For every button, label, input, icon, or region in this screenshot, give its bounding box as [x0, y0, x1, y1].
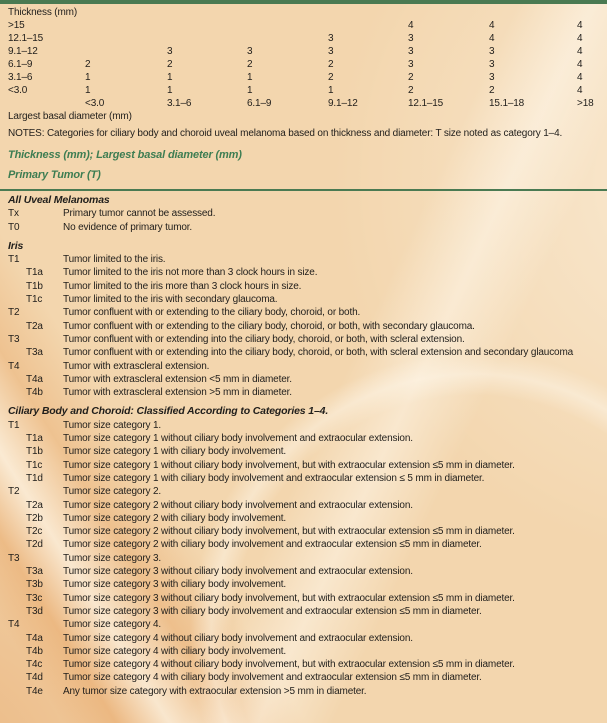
t-item-row [0, 538, 607, 551]
t-code: T1a [26, 433, 43, 445]
t-code: T4c [26, 659, 43, 671]
t-description: Tumor size category 2 without ciliary body involvement, but with extraocular extension ≤5 mm in diameter. [63, 526, 515, 538]
matrix-cell: 3 [328, 46, 334, 57]
t-code: T2a [26, 320, 43, 332]
t-code: T1 [8, 254, 20, 266]
t-item-row [0, 645, 607, 658]
matrix-cell: 4 [577, 46, 583, 57]
t-item-row [0, 221, 607, 234]
t-code: T4e [26, 685, 43, 697]
matrix-row-label: <3.0 [8, 85, 28, 96]
t-description: Tumor size category 1 with ciliary body involvement. [63, 446, 287, 458]
t-item-row [0, 578, 607, 591]
t-description: Tumor limited to the iris not more than 3 clock hours in size. [63, 267, 318, 279]
matrix-row-label: 3.1–6 [8, 72, 33, 83]
t-description: Tumor size category 1 with ciliary body involvement and extraocular extension ≤ 5 mm in diameter. [63, 472, 485, 484]
matrix-cell: 2 [85, 59, 91, 70]
t-code: T3c [26, 592, 43, 604]
t-item-row [0, 432, 607, 445]
t-description: Tumor size category 1 without ciliary body involvement, but with extraocular extension ≤5 mm in diameter. [63, 459, 515, 471]
matrix-cell: 1 [167, 85, 173, 96]
t-item-row [0, 459, 607, 472]
t-description: Tumor limited to the iris with secondary glaucoma. [63, 294, 278, 306]
t-description: Tumor size category 3 without ciliary body involvement and extraocular extension. [63, 566, 413, 578]
matrix-cell: 4 [489, 20, 495, 31]
matrix-cell [328, 19, 408, 32]
matrix-cell: 1 [167, 72, 173, 83]
t-description: Tumor limited to the iris. [63, 254, 166, 266]
t-code: T4b [26, 645, 43, 657]
t-description: Tumor size category 1 without ciliary body involvement and extraocular extension. [63, 433, 413, 445]
t-code: Tx [8, 208, 19, 220]
matrix-cell: 4 [577, 85, 583, 96]
t-description: Tumor size category 1. [63, 419, 162, 431]
section-heading: Ciliary Body and Choroid: Classified According to Categories 1–4. [8, 405, 329, 418]
t-item-row [0, 293, 607, 306]
t-item-row [0, 373, 607, 386]
t-item-row [0, 605, 607, 618]
matrix-cell: 3 [167, 46, 173, 57]
t-item-row [0, 320, 607, 333]
t-code: T3 [8, 333, 20, 345]
matrix-row [0, 71, 607, 84]
matrix-cell: 2 [408, 85, 414, 96]
t-item-row [0, 346, 607, 359]
page-content [0, 6, 607, 698]
green-header-primary-tumor: Primary Tumor (T) [8, 169, 101, 181]
matrix-cell [247, 32, 328, 45]
t-code: T2b [26, 512, 43, 524]
t-code: T1b [26, 446, 43, 458]
t-description: Tumor size category 2 with ciliary body involvement and extraocular extension ≤5 mm in diameter. [63, 539, 482, 551]
matrix-cell: 2 [489, 85, 495, 96]
matrix-cell: 3 [408, 46, 414, 57]
t-description: Tumor with extrascleral extension <5 mm in diameter. [63, 373, 292, 385]
t-description: Tumor with extrascleral extension >5 mm in diameter. [63, 387, 292, 399]
matrix-cell: 4 [577, 20, 583, 31]
matrix-cell: 1 [247, 72, 253, 83]
t-code: T2d [26, 539, 43, 551]
t-item-row [0, 552, 607, 565]
t-description: Tumor with extrascleral extension. [63, 360, 210, 372]
t-code: T3b [26, 579, 43, 591]
t-code: T1 [8, 419, 20, 431]
t-code: T3a [26, 347, 43, 359]
t-code: T4b [26, 387, 43, 399]
top-green-bar [0, 0, 607, 4]
matrix-cell: 4 [577, 33, 583, 44]
matrix-cell: 1 [85, 85, 91, 96]
matrix-corner-cell [0, 97, 85, 110]
section-heading: All Uveal Melanomas [8, 194, 110, 206]
t-item-row [0, 499, 607, 512]
matrix-cell [247, 19, 328, 32]
section-heading: Iris [8, 239, 24, 252]
matrix-cell: 3 [328, 33, 334, 44]
matrix-col-label: 15.1–18 [489, 98, 525, 109]
t-code: T3d [26, 605, 43, 617]
t-section [0, 240, 607, 400]
matrix-cell: 3 [247, 46, 253, 57]
t-description: Tumor size category 4 with ciliary body involvement and extraocular extension ≤5 mm in diameter. [63, 672, 482, 684]
t-description: Tumor size category 2 with ciliary body involvement. [63, 512, 287, 524]
matrix-col-axis [0, 110, 607, 123]
t-description: No evidence of primary tumor. [63, 221, 193, 233]
t-code: T4 [8, 360, 20, 372]
matrix-row [0, 45, 607, 58]
t-code: T2 [8, 307, 20, 319]
matrix-cell: 1 [328, 85, 334, 96]
t-code: T1b [26, 280, 43, 292]
t-description: Tumor limited to the iris more than 3 clock hours in size. [63, 280, 302, 292]
matrix-cell [167, 19, 247, 32]
t-item-row [0, 280, 607, 293]
matrix-cell: 4 [489, 33, 495, 44]
t-item-row [0, 685, 607, 698]
matrix-cell [85, 45, 167, 58]
t-item-row [0, 386, 607, 399]
matrix-row [0, 58, 607, 71]
t-code: T1c [26, 459, 43, 471]
t-item-row [0, 565, 607, 578]
matrix-col-label: 3.1–6 [167, 98, 192, 109]
t-item-row [0, 445, 607, 458]
t-item-row [0, 525, 607, 538]
matrix-col-label: >18 [577, 98, 594, 109]
t-code: T3 [8, 552, 20, 564]
t-code: T3a [26, 566, 43, 578]
matrix-row [0, 19, 607, 32]
t-item-row [0, 266, 607, 279]
t-item-row [0, 618, 607, 631]
matrix-col-axis-label: Largest basal diameter (mm) [8, 111, 132, 122]
t-item-row [0, 333, 607, 346]
t-item-row [0, 306, 607, 319]
t-category-sections [0, 194, 607, 698]
matrix-cell: 2 [328, 59, 334, 70]
t-item-row [0, 253, 607, 266]
t-description: Tumor confluent with or extending to the ciliary body, choroid, or both. [63, 307, 361, 319]
t-code: T1a [26, 267, 43, 279]
matrix-cell: 3 [408, 59, 414, 70]
t-description: Tumor size category 4 without ciliary body involvement, but with extraocular extension ≤5 mm in diameter. [63, 659, 515, 671]
t-description: Tumor size category 3. [63, 552, 162, 564]
matrix-cell: 3 [489, 46, 495, 57]
t-code: T2a [26, 499, 43, 511]
t-description: Tumor size category 4. [63, 619, 162, 631]
t-description: Any tumor size category with extraocular extension >5 mm in diameter. [63, 685, 367, 697]
t-item-row [0, 512, 607, 525]
t-section [0, 405, 607, 698]
t-description: Tumor size category 3 with ciliary body involvement and extraocular extension ≤5 mm in diameter. [63, 605, 482, 617]
green-header-thickness-diameter: Thickness (mm); Largest basal diameter (mm) [8, 149, 242, 161]
t-item-row [0, 592, 607, 605]
t-item-row [0, 671, 607, 684]
t-description: Tumor confluent with or extending into the ciliary body, choroid, or both, with scleral extension and secondary glaucoma [63, 347, 574, 359]
matrix-cell: 2 [167, 59, 173, 70]
t-code: T0 [8, 221, 20, 233]
section-divider [0, 189, 607, 191]
t-description: Tumor size category 4 with ciliary body involvement. [63, 645, 287, 657]
matrix-cell: 3 [408, 33, 414, 44]
matrix-cell: 4 [577, 72, 583, 83]
t-item-row [0, 632, 607, 645]
t-item-row [0, 419, 607, 432]
t-code: T1c [26, 294, 43, 306]
t-section [0, 194, 607, 234]
matrix-row [0, 32, 607, 45]
matrix-col-label: 9.1–12 [328, 98, 358, 109]
t-code: T4a [26, 373, 43, 385]
t-code: T4 [8, 619, 20, 631]
matrix-cell: 2 [328, 72, 334, 83]
matrix-row-label: 9.1–12 [8, 46, 38, 57]
t-item-row [0, 207, 607, 220]
t-item-row [0, 360, 607, 373]
matrix-row-label: 12.1–15 [8, 33, 44, 44]
t-code: T1d [26, 472, 43, 484]
matrix-row-label: >15 [8, 20, 25, 31]
matrix-cell: 3 [489, 59, 495, 70]
t-code: T2c [26, 526, 43, 538]
t-item-row [0, 472, 607, 485]
t-description: Tumor confluent with or extending to the ciliary body, choroid, or both, with secondary glaucoma. [63, 320, 475, 332]
matrix-cell: 2 [408, 72, 414, 83]
t-code: T4d [26, 672, 43, 684]
matrix-cell: 2 [247, 59, 253, 70]
matrix-cell [85, 19, 167, 32]
t-description: Tumor size category 2. [63, 486, 162, 498]
matrix-cell [85, 32, 167, 45]
matrix-cell: 1 [85, 72, 91, 83]
t-code: T4a [26, 632, 43, 644]
matrix-col-label-row [0, 97, 607, 110]
matrix-row [0, 84, 607, 97]
t-item-row [0, 485, 607, 498]
matrix-cell: 4 [408, 20, 414, 31]
matrix-cell: 1 [247, 85, 253, 96]
t-item-row [0, 658, 607, 671]
t-description: Tumor size category 4 without ciliary body involvement and extraocular extension. [63, 632, 413, 644]
matrix-cell: 3 [489, 72, 495, 83]
t-description: Primary tumor cannot be assessed. [63, 208, 216, 220]
t-description: Tumor size category 3 with ciliary body involvement. [63, 579, 287, 591]
matrix-row-axis-label: Thickness (mm) [8, 7, 78, 18]
matrix-col-label: 12.1–15 [408, 98, 444, 109]
matrix-cell [167, 32, 247, 45]
matrix-col-label: <3.0 [85, 98, 105, 109]
matrix-row-axis [0, 6, 607, 19]
matrix-cell: 4 [577, 59, 583, 70]
size-category-matrix [0, 6, 607, 123]
t-description: Tumor size category 2 without ciliary body involvement and extraocular extension. [63, 499, 413, 511]
matrix-row-label: 6.1–9 [8, 59, 33, 70]
t-description: Tumor size category 3 without ciliary body involvement, but with extraocular extension ≤5 mm in diameter. [63, 592, 515, 604]
notes-text: NOTES: Categories for ciliary body and choroid uveal melanoma based on thickness and diameter: T size noted as category 1–4. [8, 128, 563, 139]
t-code: T2 [8, 486, 20, 498]
matrix-col-label: 6.1–9 [247, 98, 272, 109]
t-description: Tumor confluent with or extending into the ciliary body, choroid, or both, with scleral extension. [63, 333, 465, 345]
